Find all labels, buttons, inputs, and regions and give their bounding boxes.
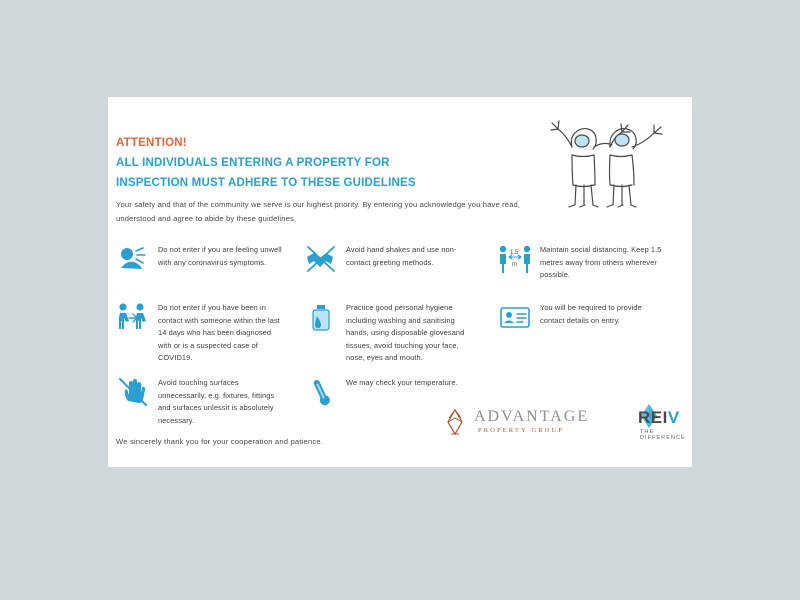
- guidelines-column-1: [116, 242, 284, 437]
- reiv-logo-name-accent: V: [667, 408, 680, 427]
- poster-card: [108, 97, 692, 467]
- no-touch-surfaces-icon: [116, 375, 150, 409]
- guideline-text: Practice good personal hygiene including washing and sanitising hands, using disposable glovesand tissues, avoid touching your face, nose, eyes and mouth.: [346, 303, 465, 363]
- reiv-logo: [616, 402, 686, 446]
- svg-text:1.5: 1.5: [510, 250, 519, 256]
- guideline-text: Avoid touching surfaces unnecessarily, e.g. fixtures, fittings and surfaces unlessit is absolutely necessary.: [158, 377, 275, 425]
- svg-text:m: m: [512, 262, 517, 268]
- id-card-icon: [498, 300, 532, 334]
- thanks-message: We sincerely thank you for your cooperation and patience.: [116, 437, 324, 446]
- social-distancing-icon: [498, 242, 532, 276]
- advantage-logo-tagline: PROPERTY GROUP: [478, 427, 565, 434]
- no-handshake-icon: [304, 242, 338, 276]
- guideline-item: [304, 242, 472, 290]
- guideline-text: We may check your temperature.: [346, 377, 458, 387]
- reiv-logo-tagline: THE DIFFERENCE: [640, 429, 686, 441]
- advantage-property-group-logo: [438, 402, 598, 446]
- reiv-logo-name: [638, 408, 680, 428]
- guideline-item: [116, 375, 284, 427]
- guideline-item: [116, 300, 284, 365]
- headline-line-1: ALL INDIVIDUALS ENTERING A PROPERTY FOR: [116, 157, 390, 169]
- two-people-cheering-illustration: [538, 117, 688, 212]
- logos-row: [438, 400, 688, 446]
- advantage-logo-name: ADVANTAGE: [474, 408, 590, 425]
- background-band-right: [782, 0, 800, 600]
- close-contact-icon: [116, 300, 150, 334]
- sick-person-icon: [116, 242, 150, 276]
- guideline-text: Do not enter if you are feeling unwell with any coronavirus symptoms.: [158, 245, 282, 267]
- attention-label: ATTENTION!: [116, 137, 187, 149]
- background-band-left: [0, 0, 90, 600]
- guidelines-column-3: [498, 242, 666, 358]
- intro-paragraph: Your safety and that of the community we serve is our highest priority. By entering you acknowledge you have read, understood and agree to abide by these guidelines.: [116, 200, 521, 223]
- thermometer-icon: [304, 375, 338, 409]
- guideline-item: [498, 242, 666, 290]
- guideline-text: You will be required to provide contact details on entry.: [540, 303, 642, 325]
- guideline-text: Do not enter if you have been in contact with someone within the last 14 days who has been diagnosed with or is a suspected case of COVID19.: [158, 303, 280, 363]
- page-title: [116, 153, 536, 193]
- reiv-logo-name-main: REI: [638, 408, 668, 427]
- guideline-item: [116, 242, 284, 290]
- guideline-item: [304, 300, 472, 365]
- headline-line-2: INSPECTION MUST ADHERE TO THESE GUIDELINES: [116, 177, 416, 189]
- guideline-item: [498, 300, 666, 348]
- guideline-text: Avoid hand shakes and use non-contact greeting methods.: [346, 245, 457, 267]
- guideline-text: Maintain social distancing. Keep 1.5 metres away from others wherever possible.: [540, 245, 662, 280]
- hand-sanitiser-icon: [304, 300, 338, 334]
